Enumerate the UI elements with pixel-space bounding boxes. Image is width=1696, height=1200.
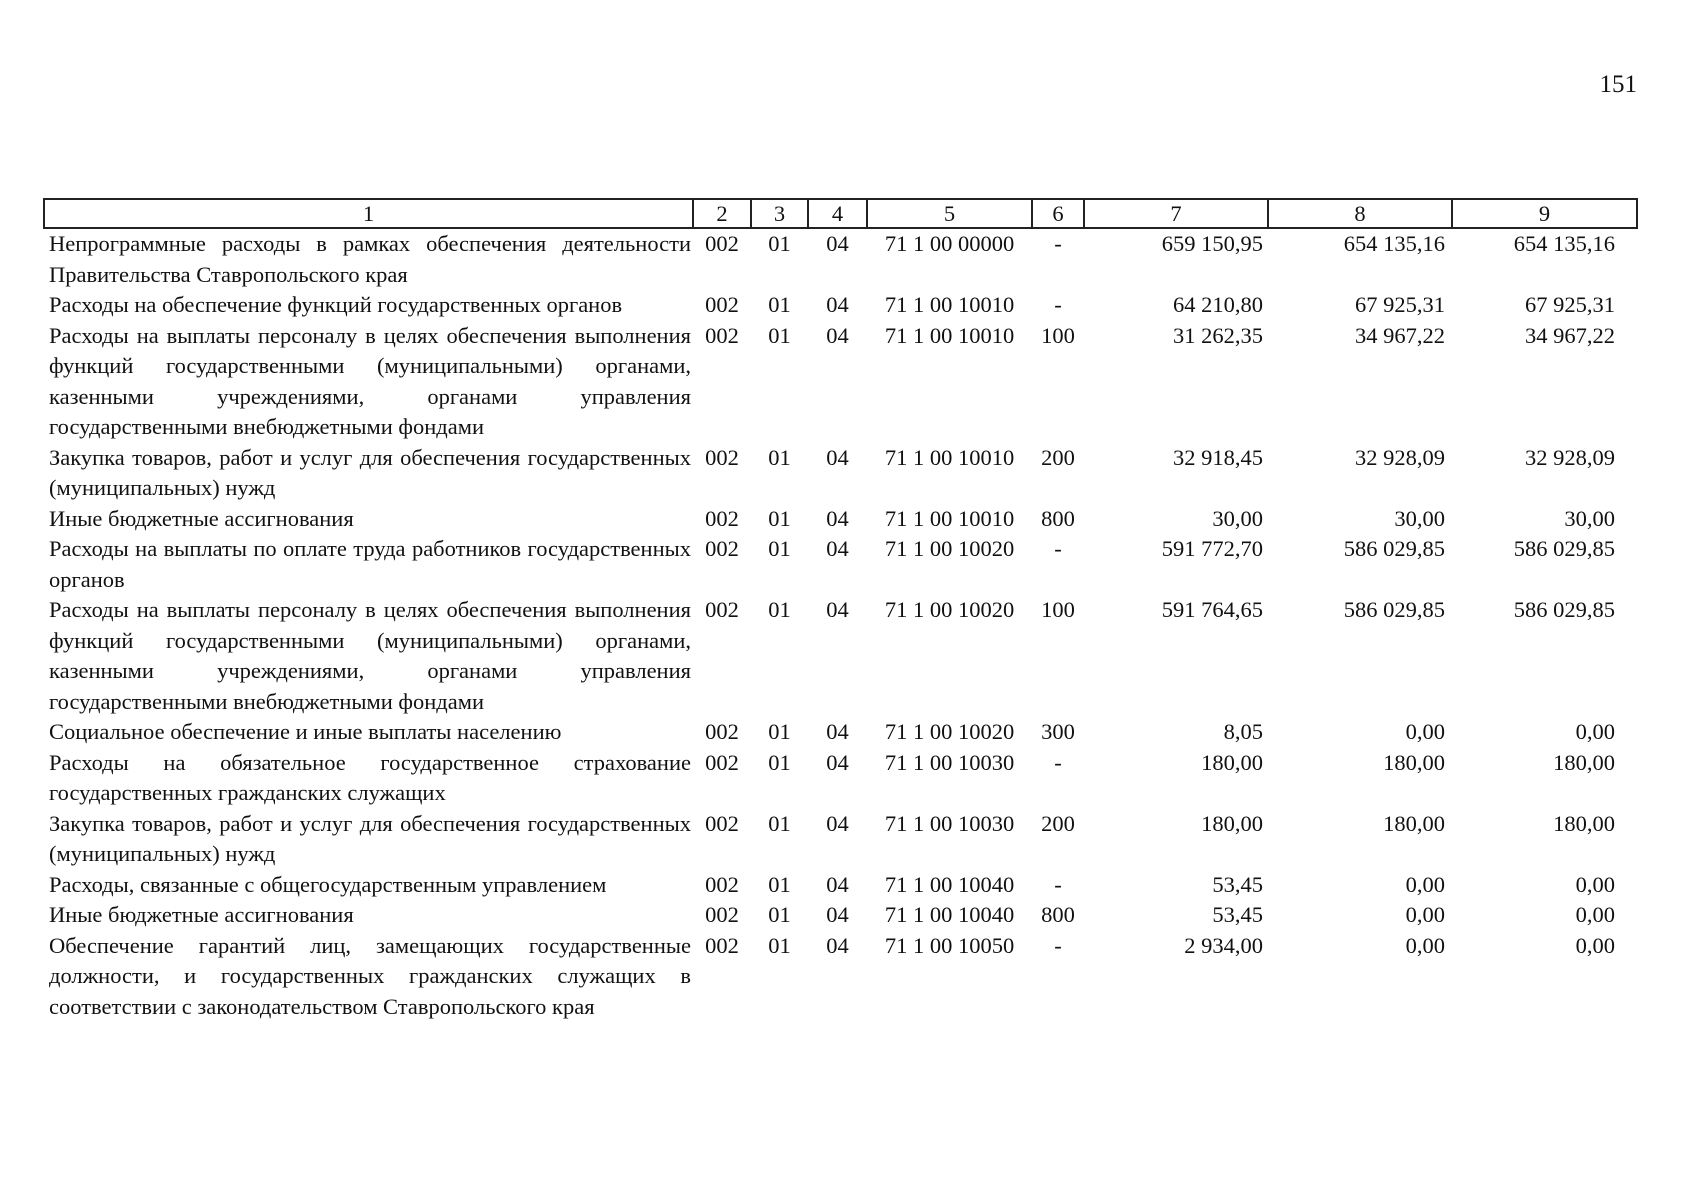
- amount-col8: 30,00: [1394, 505, 1445, 531]
- amount-col9: 32 928,09: [1525, 444, 1615, 470]
- expense-name: Расходы, связанные с общегосударственным управлением: [49, 871, 607, 897]
- ministry-code: 002: [705, 292, 739, 317]
- expense-name: Непрограммные расходы в рамках обеспечения деятельности Правительства Ставропольского края: [49, 231, 691, 287]
- section-code: 01: [768, 902, 791, 927]
- amount-col7: 180,00: [1201, 749, 1263, 775]
- amount-col8: 67 925,31: [1355, 292, 1445, 317]
- amount-col7: 2 934,00: [1184, 932, 1263, 958]
- expense-type-code: 200: [1041, 444, 1075, 470]
- amount-col9: 180,00: [1553, 749, 1615, 775]
- table-row: [44, 595, 1637, 717]
- column-header: 4: [808, 199, 867, 228]
- amount-col8: 180,00: [1383, 810, 1445, 836]
- column-header: 2: [693, 199, 751, 228]
- target-article-code: 71 1 00 10030: [884, 810, 1015, 836]
- section-code: 01: [768, 322, 791, 348]
- table-row: [44, 748, 1637, 809]
- subsection-code: 04: [826, 871, 849, 897]
- subsection-code: 04: [826, 810, 849, 836]
- table-row: [44, 290, 1637, 321]
- subsection-code: 04: [826, 536, 849, 561]
- target-article-code: 71 1 00 10040: [884, 902, 1015, 927]
- amount-col9: 654 135,16: [1513, 231, 1615, 256]
- amount-col9: 34 967,22: [1525, 322, 1615, 348]
- target-article-code: 71 1 00 10010: [884, 322, 1015, 348]
- expense-name: Закупка товаров, работ и услуг для обеспечения государственных (муниципальных) нужд: [49, 810, 691, 866]
- expense-name: Иные бюджетные ассигнования: [49, 505, 354, 531]
- table-row: [44, 809, 1637, 870]
- table-row: [44, 931, 1637, 1023]
- expense-name: Расходы на выплаты персоналу в целях обеспечения выполнения функций государственными (муниципальными) органами, казенными учреждениями, органами управления государственными внебюджетными фондами: [49, 597, 691, 714]
- target-article-code: 71 1 00 00000: [884, 231, 1015, 256]
- subsection-code: 04: [826, 292, 849, 317]
- expense-name: Расходы на обязательное государственное страхование государственных гражданских служащих: [49, 749, 691, 805]
- target-article-code: 71 1 00 10020: [884, 719, 1015, 744]
- section-code: 01: [768, 719, 791, 744]
- amount-col7: 659 150,95: [1161, 231, 1263, 256]
- amount-col7: 53,45: [1212, 902, 1263, 927]
- amount-col9: 0,00: [1575, 871, 1615, 897]
- amount-col7: 180,00: [1201, 810, 1263, 836]
- section-code: 01: [768, 444, 791, 470]
- amount-col8: 586 029,85: [1343, 536, 1445, 561]
- amount-col9: 0,00: [1575, 902, 1615, 927]
- column-header: 7: [1084, 199, 1268, 228]
- table-row: [44, 504, 1637, 535]
- subsection-code: 04: [826, 597, 849, 622]
- expense-type-code: -: [1054, 871, 1062, 897]
- expense-name: Расходы на выплаты по оплате труда работников государственных органов: [49, 536, 691, 592]
- amount-col9: 0,00: [1575, 932, 1615, 958]
- amount-col7: 53,45: [1212, 871, 1263, 897]
- amount-col9: 586 029,85: [1513, 597, 1615, 622]
- expense-type-code: 800: [1041, 505, 1075, 531]
- amount-col8: 32 928,09: [1355, 444, 1445, 470]
- ministry-code: 002: [705, 536, 739, 561]
- section-code: 01: [768, 292, 791, 317]
- expense-type-code: -: [1054, 932, 1062, 958]
- expense-type-code: -: [1054, 749, 1062, 775]
- amount-col7: 591 764,65: [1161, 597, 1263, 622]
- ministry-code: 002: [705, 719, 739, 744]
- section-code: 01: [768, 505, 791, 531]
- target-article-code: 71 1 00 10020: [884, 536, 1015, 561]
- amount-col8: 0,00: [1405, 932, 1445, 958]
- expense-type-code: 100: [1041, 322, 1075, 348]
- expense-type-code: -: [1054, 231, 1062, 256]
- expense-name: Расходы на обеспечение функций государственных органов: [49, 292, 623, 317]
- amount-col8: 0,00: [1405, 719, 1445, 744]
- ministry-code: 002: [705, 902, 739, 927]
- expense-type-code: 100: [1041, 597, 1075, 622]
- amount-col8: 34 967,22: [1355, 322, 1445, 348]
- ministry-code: 002: [705, 505, 739, 531]
- expense-type-code: -: [1054, 536, 1062, 561]
- amount-col9: 586 029,85: [1513, 536, 1615, 561]
- column-header: 3: [751, 199, 808, 228]
- column-header: 6: [1032, 199, 1084, 228]
- expense-name: Социальное обеспечение и иные выплаты населению: [49, 719, 562, 744]
- expense-type-code: 800: [1041, 902, 1075, 927]
- expense-name: Закупка товаров, работ и услуг для обеспечения государственных (муниципальных) нужд: [49, 444, 691, 500]
- table-row: [44, 717, 1637, 748]
- expense-name: Расходы на выплаты персоналу в целях обеспечения выполнения функций государственными (муниципальными) органами, казенными учреждениями, органами управления государственными внебюджетными фондами: [49, 322, 691, 439]
- amount-col8: 0,00: [1405, 871, 1445, 897]
- amount-col8: 654 135,16: [1343, 231, 1445, 256]
- amount-col9: 180,00: [1553, 810, 1615, 836]
- ministry-code: 002: [705, 871, 739, 897]
- column-header: 8: [1268, 199, 1452, 228]
- ministry-code: 002: [705, 444, 739, 470]
- ministry-code: 002: [705, 749, 739, 775]
- expense-name: Обеспечение гарантий лиц, замещающих государственные должности, и государственных гражданских служащих в соответствии с законодательством Ставропольского края: [49, 932, 691, 1019]
- section-code: 01: [768, 810, 791, 836]
- expense-name: Иные бюджетные ассигнования: [49, 902, 354, 927]
- expense-type-code: 200: [1041, 810, 1075, 836]
- amount-col7: 30,00: [1212, 505, 1263, 531]
- amount-col7: 591 772,70: [1161, 536, 1263, 561]
- target-article-code: 71 1 00 10030: [884, 749, 1015, 775]
- amount-col8: 180,00: [1383, 749, 1445, 775]
- section-code: 01: [768, 932, 791, 958]
- target-article-code: 71 1 00 10010: [884, 505, 1015, 531]
- amount-col9: 67 925,31: [1525, 292, 1615, 317]
- column-header: 5: [867, 199, 1032, 228]
- amount-col7: 8,05: [1223, 719, 1263, 744]
- table-header-row: [44, 199, 1637, 228]
- table-row: [44, 534, 1637, 595]
- section-code: 01: [768, 536, 791, 561]
- amount-col8: 586 029,85: [1343, 597, 1445, 622]
- page-number: 151: [1599, 71, 1637, 98]
- subsection-code: 04: [826, 749, 849, 775]
- subsection-code: 04: [826, 322, 849, 348]
- amount-col7: 31 262,35: [1173, 322, 1263, 348]
- column-header: 1: [44, 199, 693, 228]
- expense-type-code: -: [1054, 292, 1062, 317]
- amount-col7: 32 918,45: [1173, 444, 1263, 470]
- subsection-code: 04: [826, 505, 849, 531]
- ministry-code: 002: [705, 231, 739, 256]
- subsection-code: 04: [826, 719, 849, 744]
- target-article-code: 71 1 00 10010: [884, 444, 1015, 470]
- subsection-code: 04: [826, 932, 849, 958]
- table-row: [44, 228, 1637, 290]
- target-article-code: 71 1 00 10010: [884, 292, 1015, 317]
- subsection-code: 04: [826, 231, 849, 256]
- amount-col9: 0,00: [1575, 719, 1615, 744]
- target-article-code: 71 1 00 10050: [884, 932, 1015, 958]
- amount-col9: 30,00: [1564, 505, 1615, 531]
- section-code: 01: [768, 871, 791, 897]
- table-row: [44, 900, 1637, 931]
- ministry-code: 002: [705, 932, 739, 958]
- table-row: [44, 443, 1637, 504]
- amount-col8: 0,00: [1405, 902, 1445, 927]
- target-article-code: 71 1 00 10020: [884, 597, 1015, 622]
- table-row: [44, 870, 1637, 901]
- section-code: 01: [768, 597, 791, 622]
- ministry-code: 002: [705, 322, 739, 348]
- expense-type-code: 300: [1041, 719, 1075, 744]
- ministry-code: 002: [705, 810, 739, 836]
- ministry-code: 002: [705, 597, 739, 622]
- column-header: 9: [1452, 199, 1637, 228]
- table-row: [44, 321, 1637, 443]
- target-article-code: 71 1 00 10040: [884, 871, 1015, 897]
- subsection-code: 04: [826, 902, 849, 927]
- section-code: 01: [768, 749, 791, 775]
- budget-table: [43, 198, 1638, 1022]
- subsection-code: 04: [826, 444, 849, 470]
- section-code: 01: [768, 231, 791, 256]
- amount-col7: 64 210,80: [1173, 292, 1263, 317]
